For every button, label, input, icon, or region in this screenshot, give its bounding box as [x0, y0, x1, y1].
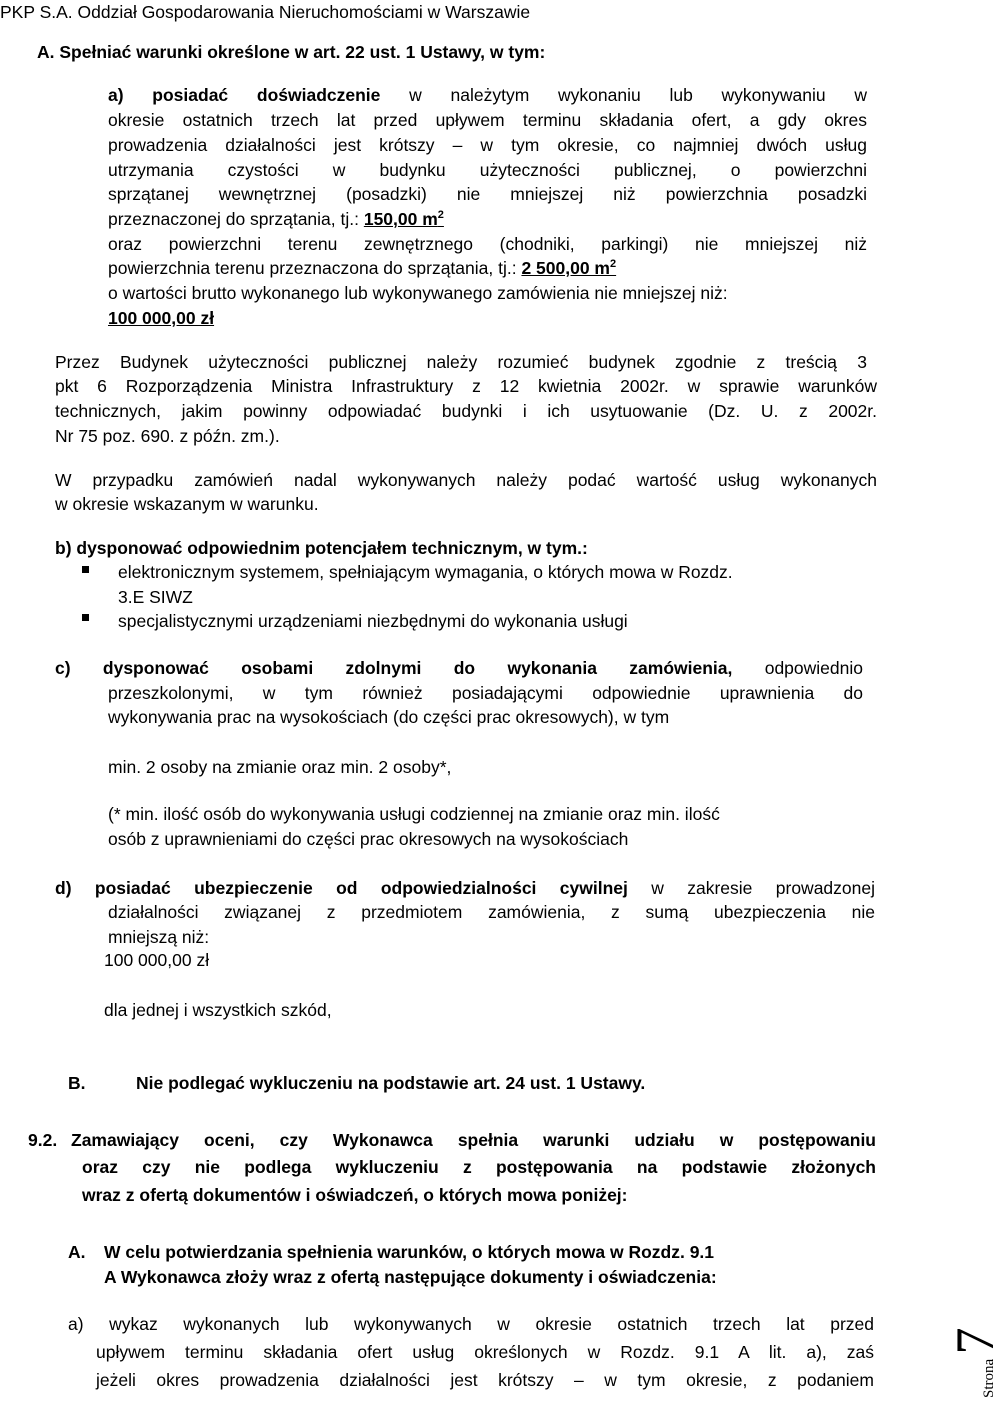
section-9-2-a-a-line-3: jeżeli okres prowadzenia działalności jest krótszy – w tym okresie, z podaniem	[96, 1370, 874, 1390]
condition-d-amount: 100 000,00 zł	[104, 950, 210, 970]
condition-a-line-4: utrzymania czystości w budynku użyteczności publicznej, o powierzchni	[108, 160, 867, 180]
section-9-2-a-line-1: W celu potwierdzania spełnienia warunków, o których mowa w Rozdz. 9.1	[104, 1242, 715, 1262]
section-9-2-a-a-line-2: upływem terminu składania ofert usług określonych w Rozdz. 9.1 A lit. a), zaś	[96, 1342, 874, 1362]
budynek-line-4: Nr 75 poz. 690. z późn. zm.).	[55, 426, 280, 446]
ongoing-orders-line-1: W przypadku zamówień nadal wykonywanych należy podać wartość usług wykonanych	[55, 470, 877, 490]
page-number-label	[945, 1327, 1005, 1398]
condition-a-line-1-text: w należytym wykonaniu lub wykonywaniu w	[380, 85, 867, 105]
condition-c-note-line-2: osób z uprawnieniami do części prac okresowych na wysokościach	[108, 829, 629, 849]
area-outside-unit-sup: 2	[609, 258, 617, 271]
condition-c-line-1	[55, 656, 863, 681]
area-inside-value	[364, 209, 444, 229]
bullet-square-icon	[82, 614, 89, 621]
page-number: 7	[945, 1327, 1005, 1355]
condition-a-line-3: prowadzenia działalności jest krótszy – w tym okresie, co najmniej dwóch usług	[108, 135, 867, 155]
area-inside-unit-sup: 2	[437, 209, 444, 222]
area-outside-value	[521, 258, 616, 278]
page-word: Strona	[981, 1358, 997, 1398]
area-inside-number: 150,00 m	[363, 209, 438, 229]
condition-c-min-persons: min. 2 osoby na zmianie oraz min. 2 osoby*,	[108, 757, 452, 777]
condition-d-label: d) posiadać ubezpieczenie od odpowiedzialności cywilnej	[55, 878, 628, 898]
condition-b-bullet-1-line-2: 3.E SIWZ	[118, 587, 193, 607]
condition-a-line-5: sprzątanej wewnętrznej (posadzki) nie mniejszej niż powierzchnia posadzki	[108, 184, 867, 204]
condition-c-line-1-rest: odpowiednio	[732, 658, 863, 678]
condition-c-line-2: przeszkolonymi, w tym również posiadającymi odpowiednie uprawnienia do	[108, 683, 863, 703]
condition-a-line-7: oraz powierzchni terenu zewnętrznego (chodniki, parkingi) nie mniejszej niż	[108, 234, 867, 254]
area-outside-number: 2 500,00 m	[521, 258, 610, 278]
condition-a-label: a) posiadać doświadczenie	[108, 85, 381, 105]
condition-a-line-1	[108, 83, 867, 108]
section-b-text: Nie podlegać wykluczeniu na podstawie art. 24 ust. 1 Ustawy.	[136, 1073, 646, 1093]
condition-d-line-3: mniejszą niż:	[108, 927, 210, 947]
condition-a-line-9: o wartości brutto wykonanego lub wykonywanego zamówienia nie mniejszej niż:	[108, 283, 728, 303]
condition-a-line-6	[108, 207, 444, 232]
section-9-2-line-3: wraz z ofertą dokumentów i oświadczeń, o których mowa poniżej:	[82, 1185, 628, 1205]
section-9-2-a-marker: A.	[68, 1242, 86, 1262]
section-9-2-a-line-2: A Wykonawca złoży wraz z ofertą następujące dokumenty i oświadczenia:	[104, 1267, 717, 1287]
document-header: PKP S.A. Oddział Gospodarowania Nieruchomościami w Warszawie	[0, 2, 531, 22]
condition-c-label: c) dysponować osobami zdolnymi do wykonania zamówienia,	[55, 658, 733, 678]
budynek-line-2: pkt 6 Rozporządzenia Ministra Infrastruktury z 12 kwietnia 2002r. w sprawie warunków	[55, 376, 877, 396]
bullet-square-icon	[82, 566, 89, 573]
condition-b-bullet-1-line-1: elektronicznym systemem, spełniającym wymagania, o których mowa w Rozdz.	[118, 562, 733, 582]
condition-c-note-line-1: (* min. ilość osób do wykonywania usługi codziennej na zmianie oraz min. ilość	[108, 804, 720, 824]
condition-b-heading: b) dysponować odpowiednim potencjałem technicznym, w tym.:	[55, 538, 588, 558]
section-a-heading: A. Spełniać warunki określone w art. 22 ust. 1 Ustawy, w tym:	[37, 42, 546, 62]
ongoing-orders-line-2: w okresie wskazanym w warunku.	[55, 494, 319, 514]
condition-a-line-8	[108, 256, 616, 281]
condition-d-line-1-rest: w zakresie prowadzonej	[627, 878, 875, 898]
condition-b-bullet-2: specjalistycznymi urządzeniami niezbędnymi do wykonania usługi	[118, 611, 628, 631]
condition-a-line-2: okresie ostatnich trzech lat przed upływem terminu składania ofert, a gdy okres	[108, 110, 867, 130]
section-b-marker: B.	[68, 1073, 86, 1093]
condition-c-line-3: wykonywania prac na wysokościach (do części prac okresowych), w tym	[108, 707, 670, 727]
condition-a-line-8-text: powierzchnia terenu przeznaczona do sprzątania, tj.:	[108, 258, 522, 278]
condition-d-scope: dla jednej i wszystkich szkód,	[104, 1000, 332, 1020]
budynek-line-1: Przez Budynek użyteczności publicznej należy rozumieć budynek zgodnie z treścią 3	[55, 352, 867, 372]
section-9-2-number: 9.2.	[28, 1130, 58, 1150]
condition-d-line-2: działalności związanej z przedmiotem zamówienia, z sumą ubezpieczenia nie	[108, 902, 875, 922]
section-9-2-line-2: oraz czy nie podlega wykluczeniu z postępowania na podstawie złożonych	[82, 1157, 876, 1177]
section-9-2-a-a-line-1: a) wykaz wykonanych lub wykonywanych w okresie ostatnich trzech lat przed	[68, 1314, 874, 1334]
condition-a-amount: 100 000,00 zł	[108, 308, 215, 328]
section-9-2-line-1: Zamawiający oceni, czy Wykonawca spełnia warunki udziału w postępowaniu	[71, 1130, 876, 1150]
condition-a-line-6-text: przeznaczonej do sprzątania, tj.:	[108, 209, 364, 229]
budynek-line-3: technicznych, jakim powinny odpowiadać budynki i ich usytuowanie (Dz. U. z 2002r.	[55, 401, 877, 421]
condition-d-line-1	[55, 876, 875, 901]
